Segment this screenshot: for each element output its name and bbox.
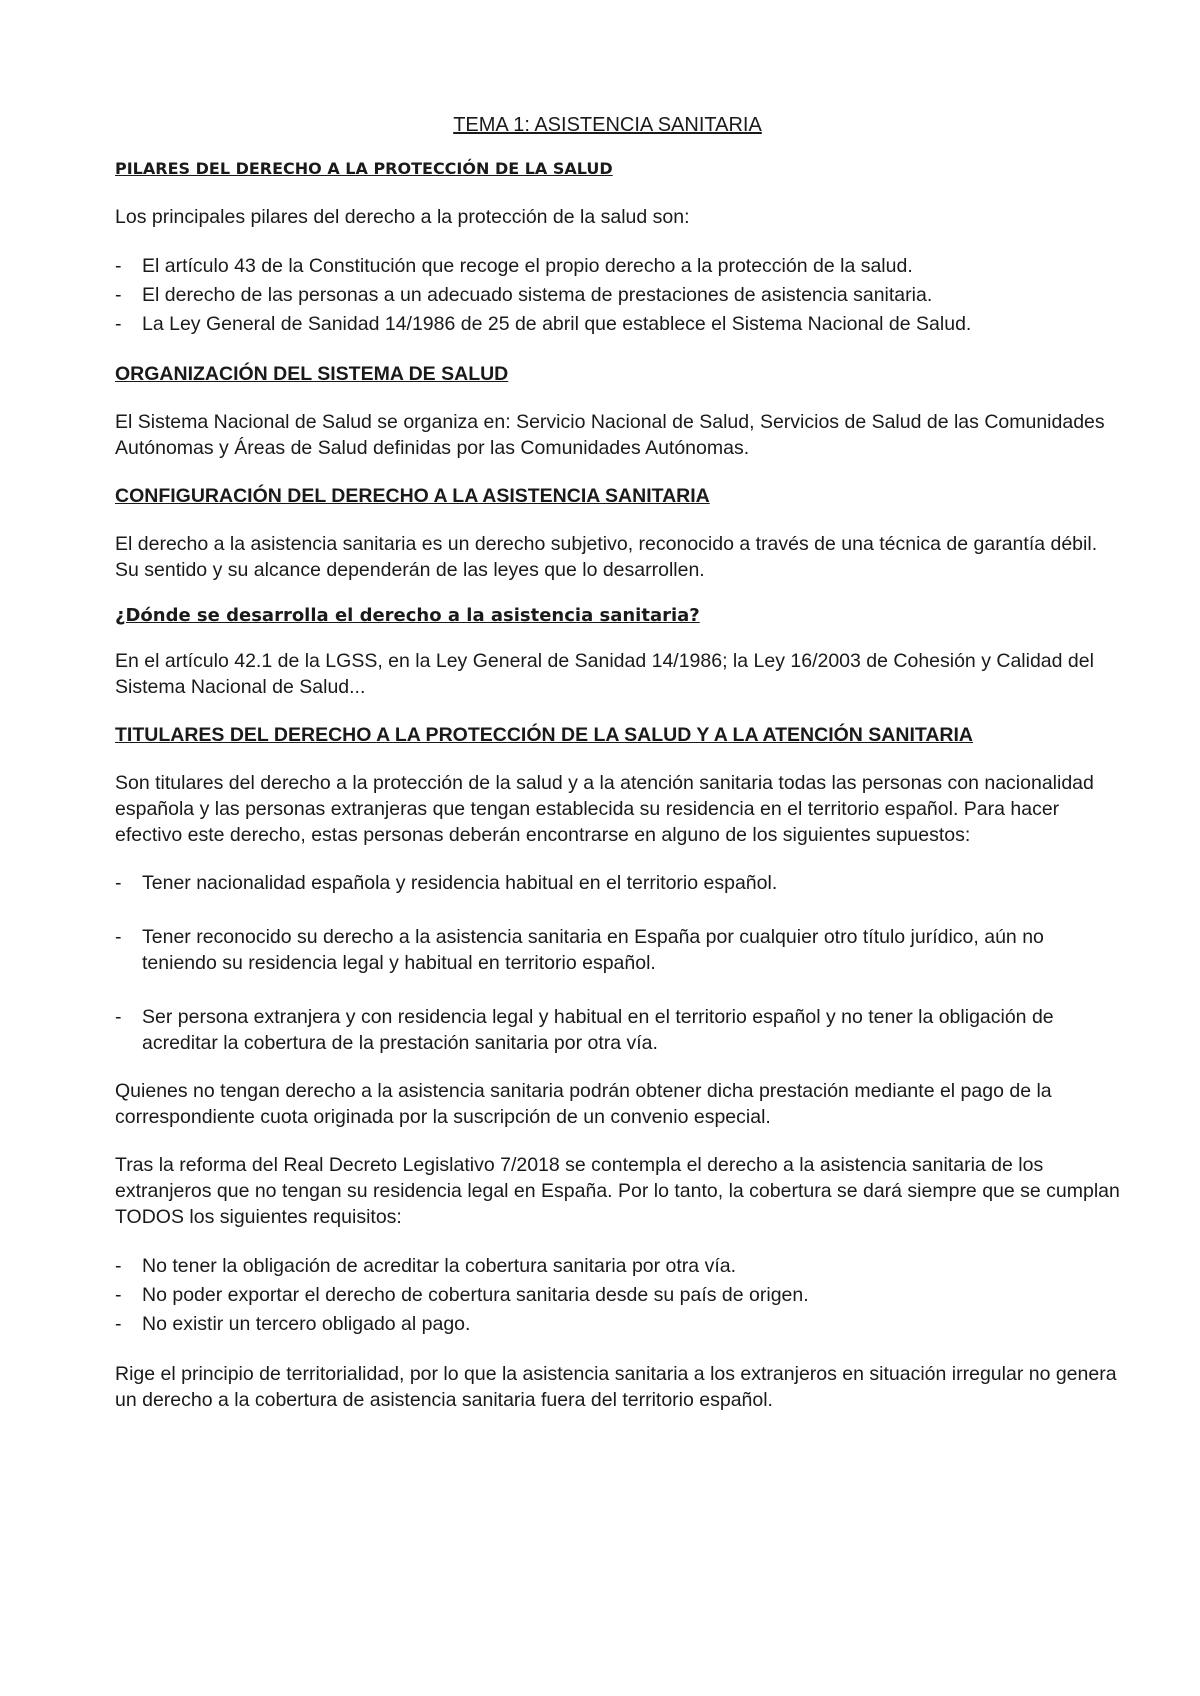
list-item: - El derecho de las personas a un adecuado sistema de prestaciones de asistencia sanitaria. — [115, 281, 1120, 310]
dash-bullet-icon: - — [115, 926, 122, 948]
section-heading-configuracion: CONFIGURACIÓN DEL DERECHO A LA ASISTENCIA SANITARIA — [115, 485, 710, 507]
reforma-paragraph: Tras la reforma del Real Decreto Legislativo 7/2018 se contempla el derecho a la asistencia sanitaria de los extranjeros que no tengan su residencia legal en España. Por lo tanto, la cobertura se dará siempre que se cumplan TODOS los siguientes requisitos: — [115, 1154, 1120, 1228]
convenio-paragraph: Quienes no tengan derecho a la asistencia sanitaria podrán obtener dicha prestación mediante el pago de la correspondiente cuota originada por la suscripción de un convenio especial. — [115, 1080, 1052, 1128]
list-item: - El artículo 43 de la Constitución que recoge el propio derecho a la protección de la salud. — [115, 252, 1120, 281]
organizacion-text: El Sistema Nacional de Salud se organiza en: Servicio Nacional de Salud, Servicios de Salud de las Comunidades Autónomas y Áreas de Salud definidas por las Comunidades Autónomas. — [115, 411, 1105, 459]
dash-bullet-icon: - — [115, 313, 122, 335]
dash-bullet-icon: - — [115, 1284, 122, 1306]
list-item: - No existir un tercero obligado al pago. — [115, 1310, 1120, 1339]
list-item: - No tener la obligación de acreditar la cobertura sanitaria por otra vía. — [115, 1252, 1120, 1281]
dash-bullet-icon: - — [115, 284, 122, 306]
requisitos-list — [115, 1252, 1120, 1339]
pilares-list — [115, 252, 1120, 339]
dash-bullet-icon: - — [115, 1006, 122, 1028]
pilares-intro: Los principales pilares del derecho a la protección de la salud son: — [115, 206, 690, 228]
list-item: - Tener reconocido su derecho a la asistencia sanitaria en España por cualquier otro título jurídico, aún no teniendo su residencia legal y habitual en territorio español. — [115, 926, 1044, 974]
list-item: - La Ley General de Sanidad 14/1986 de 25 de abril que establece el Sistema Nacional de Salud. — [115, 310, 1120, 339]
dash-bullet-icon: - — [115, 1313, 122, 1335]
list-item: - Ser persona extranjera y con residencia legal y habitual en el territorio español y no tener la obligación de acreditar la cobertura de la prestación sanitaria por otra vía. — [115, 1006, 1054, 1054]
list-item: - Tener nacionalidad española y residencia habitual en el territorio español. — [115, 872, 778, 894]
dash-bullet-icon: - — [115, 1255, 122, 1277]
desarrollo-text: En el artículo 42.1 de la LGSS, en la Ley General de Sanidad 14/1986; la Ley 16/2003 de Cohesión y Calidad del Sistema Nacional de Salud... — [115, 650, 1094, 698]
supuestos-list — [115, 870, 1120, 1056]
section-heading-titulares: TITULARES DEL DERECHO A LA PROTECCIÓN DE LA SALUD Y A LA ATENCIÓN SANITARIA — [115, 724, 974, 746]
section-heading-desarrollo: ¿Dónde se desarrolla el derecho a la asistencia sanitaria? — [115, 605, 700, 626]
dash-bullet-icon: - — [115, 872, 122, 894]
list-item: - No poder exportar el derecho de cobertura sanitaria desde su país de origen. — [115, 1281, 1120, 1310]
configuracion-text: El derecho a la asistencia sanitaria es un derecho subjetivo, reconocido a través de una técnica de garantía débil. Su sentido y su alcance dependerán de las leyes que lo desarrollen. — [115, 533, 1098, 581]
titulares-intro: Son titulares del derecho a la protección de la salud y a la atención sanitaria todas las personas con nacionalidad española y las personas extranjeras que tengan establecida su residencia en el territorio español. Para hacer efectivo este derecho, estas personas deberán encontrarse en alguno de los siguientes supuestos: — [115, 772, 1094, 846]
territorialidad-paragraph: Rige el principio de territorialidad, por lo que la asistencia sanitaria a los extranjeros en situación irregular no genera un derecho a la cobertura de asistencia sanitaria fuera del territorio español. — [115, 1363, 1117, 1411]
document-title: TEMA 1: ASISTENCIA SANITARIA — [453, 114, 762, 136]
dash-bullet-icon: - — [115, 255, 122, 277]
section-heading-pilares: PILARES DEL DERECHO A LA PROTECCIÓN DE LA SALUD — [115, 159, 613, 178]
section-heading-organizacion: ORGANIZACIÓN DEL SISTEMA DE SALUD — [115, 363, 509, 385]
